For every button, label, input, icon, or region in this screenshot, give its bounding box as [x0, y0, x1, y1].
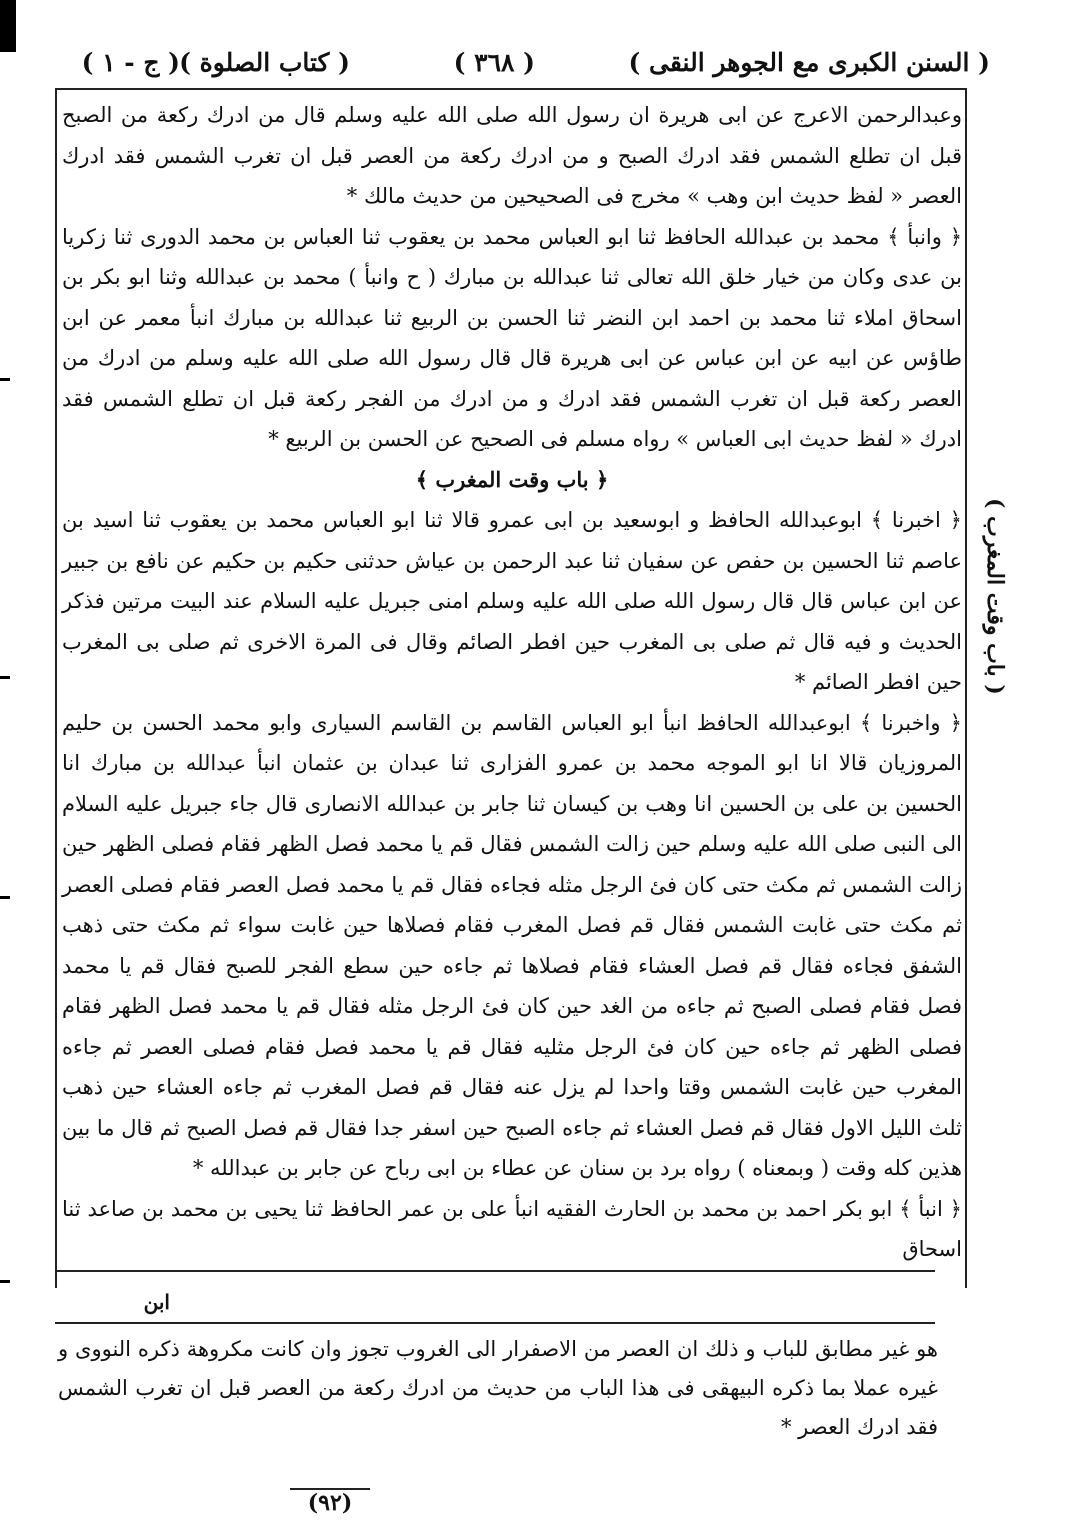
scan-edge-mark [0, 0, 16, 52]
margin-tick [0, 896, 10, 899]
margin-tick [0, 378, 10, 381]
paragraph: ﴿ واخبرنا ﴾ ابوعبدالله الحافظ انبأ ابو العباس القاسم بن القاسم السيارى وابو محمد الحسن بن حليم المروزيان قالا انا ابو الموجه محمد بن عمرو الفزارى ثنا عبدان بن عثمان انبأ عبدالله بن مبارك انا الحسين بن على بن الحسين انا وهب بن كيسان ثنا جابر بن عبدالله الانصارى قال جاء جبريل عليه السلام الى النبى صلى الله عليه وسلم حين زالت الشمس فقال قم يا محمد فصل الظهر فقام فصلى الظهر حين زالت الشمس ثم مكث حتى كان فئ الرجل مثله فجاءه فقال قم يا محمد فصل العصر فقام فصلى العصر ثم مكث حتى غابت الشمس فقال قم فصل المغرب فقام فصلاها حين غابت سواء ثم مكث حتى ذهب الشفق فجاءه فقال قم فصل العشاء فقام فصلاها ثم جاءه حين سطع الفجر للصبح فقال قم يا محمد فصل فقام فصلى الصبح ثم جاءه من الغد حين كان فئ الرجل مثله فقال قم يا محمد فصل الظهر فقام فصلى الظهر ثم جاءه حين كان فئ الرجل مثليه فقال قم يا محمد فصل فقام فصلى العصر ثم جاءه المغرب حين غابت الشمس وقتا واحدا لم يزل عنه فقال قم فصل المغرب ثم جاءه العشاء حين ذهب ثلث الليل الاول فقال قم فصل العشاء ثم جاءه الصبح حين اسفر جدا فقال قم فصل الصبح ثم قال ما بين هذين كله وقت ( وبمعناه ) رواه برد بن سنان عن عطاء بن ابى رباح عن جابر بن عبدالله * [62, 710, 962, 1180]
chapter-heading: ﴿ باب وقت المغرب ﴾ [415, 466, 609, 492]
chapter-title: ( كتاب الصلوة ) [179, 48, 350, 77]
margin-tick [0, 1280, 10, 1283]
page-number: (٩٢) [290, 1488, 370, 1516]
volume-label: ( ج - ١ ) [81, 48, 180, 77]
commentary-paragraph: هو غير مطابق للباب و ذلك ان العصر من الاصفرار الى الغروب تجوز وان كانت مكروهة ذكره النووى و غيره عملا بما ذكره البيهقى فى هذا الباب من حديث من ادرك ركعة من العصر قبل ان تغرب الشمس فقد ادرك العصر * [58, 1337, 938, 1439]
paragraph: ﴿ وانبأ ﴾ محمد بن عبدالله الحافظ ثنا ابو العباس محمد بن يعقوب ثنا العباس بن محمد الدورى ثنا زكريا بن عدى وكان من خيار خلق الله تعالى ثنا عبدالله بن مبارك ( ح وانبأ ) محمد بن عبدالله وثنا ابو بكر بن اسحاق املاء ثنا محمد بن احمد ابن النضر ثنا الحسن بن الربيع ثنا عبدالله بن مبارك انبأ معمر عن ابن طاؤس عن ابيه عن ابن عباس عن ابى هريرة قال قال رسول الله صلى الله عليه وسلم من ادرك من العصر ركعة قبل ان تغرب الشمس فقد ادرك و من ادرك من الفجر ركعة قبل ان تطلع الشمس فقد ادرك « لفظ حديث ابى العباس » رواه مسلم فى الصحيح عن الحسن بن الربيع * [62, 224, 963, 451]
margin-tick [0, 676, 10, 679]
footnote-reference: ابن [143, 1290, 170, 1314]
book-title: ( السنن الكبرى مع الجوهر النقى ) [628, 48, 990, 77]
paragraph: ﴿ انبأ ﴾ ابو بكر احمد بن محمد بن الحارث الفقيه انبأ على بن عمر الحافظ ثنا يحيى بن محمد بن صاعد ثنا اسحاق [62, 1196, 962, 1261]
footnote-rule [55, 1270, 935, 1272]
paragraph: وعبدالرحمن الاعرج عن ابى هريرة ان رسول الله صلى الله عليه وسلم قال من ادرك ركعة من الصبح قبل ان تطلع الشمس فقد ادرك الصبح و من ادرك ركعة من العصر قبل ان تغرب الشمس فقد ادرك العصر « لفظ حديث ابن وهب » مخرج فى الصحيحين من حديث مالك * [62, 103, 962, 208]
main-text [62, 95, 962, 1270]
margin-note: ( باب وقت المغرب ) [982, 498, 1008, 695]
commentary-text [58, 1330, 938, 1447]
source-page-number: ( ٣٦٨ ) [453, 48, 535, 77]
running-header [70, 42, 990, 94]
paragraph: ﴿ اخبرنا ﴾ ابوعبدالله الحافظ و ابوسعيد بن ابى عمرو قالا ثنا ابو العباس محمد بن يعقوب ثنا اسيد بن عاصم ثنا الحسين بن حفص عن سفيان ثنا عبد الرحمن بن عياش حدثنى حكيم بن حكيم عن نافع بن جبير عن ابن عباس قال قال رسول الله صلى الله عليه وسلم امنى جبريل عليه السلام عند البيت مرتين فذكر الحديث و فيه قال ثم صلى بى المغرب حين افطر الصائم وقال فى المرة الاخرى ثم صلى بى المغرب حين افطر الصائم * [62, 508, 962, 694]
commentary-rule [55, 1322, 935, 1324]
